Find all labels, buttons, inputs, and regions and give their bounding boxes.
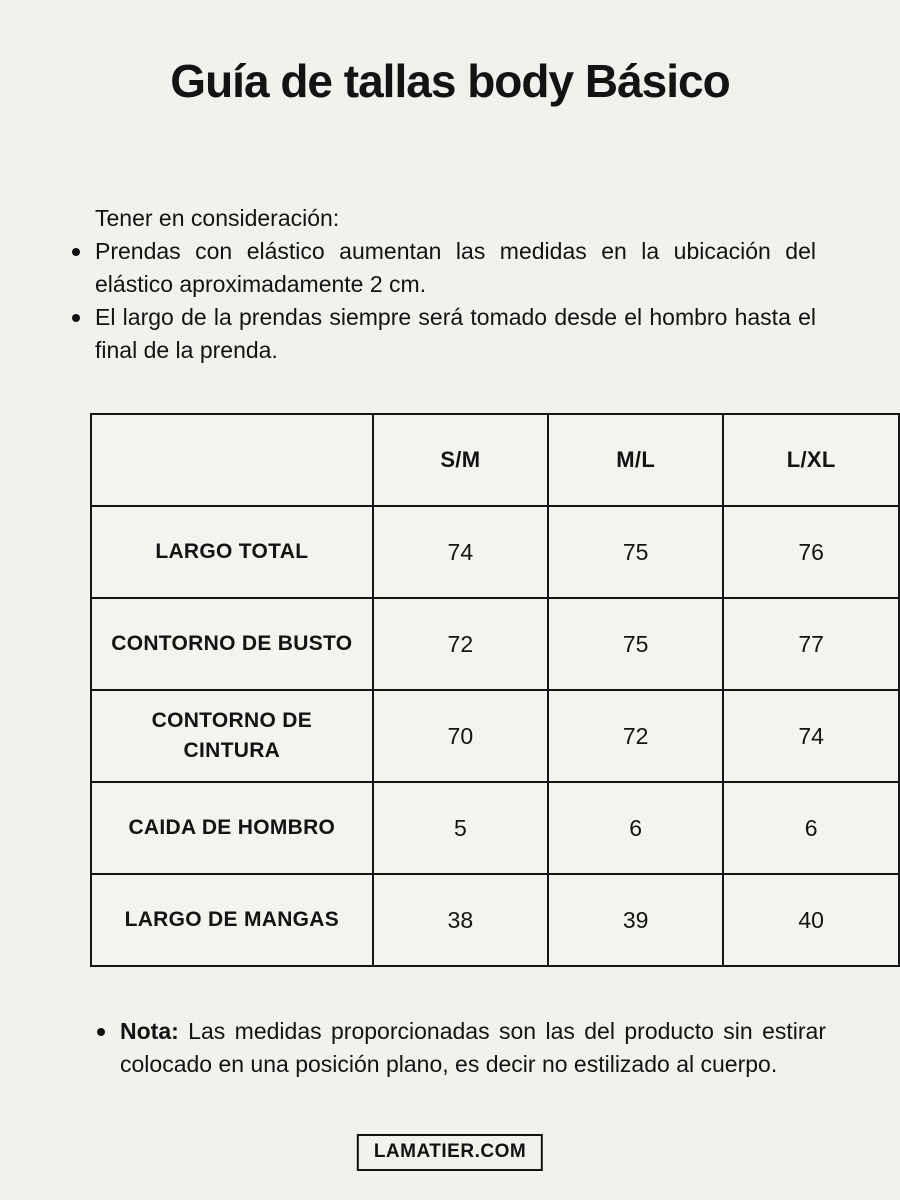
measurement-value: 74 [723, 690, 899, 782]
measurement-value: 70 [373, 690, 548, 782]
measurement-label: LARGO DE MANGAS [91, 874, 373, 966]
size-column-header: S/M [373, 414, 548, 506]
measurement-value: 40 [723, 874, 899, 966]
measurement-value: 72 [548, 690, 723, 782]
measurement-value: 6 [548, 782, 723, 874]
table-row [91, 782, 899, 874]
size-table [90, 413, 900, 967]
measurement-value: 77 [723, 598, 899, 690]
bullet-dot-icon [72, 248, 80, 256]
consideration-bullet-text: El largo de la prendas siempre será tomado desde el hombro hasta el final de la prenda. [95, 304, 816, 363]
note-text [120, 1015, 826, 1081]
size-table-corner-cell [91, 414, 373, 506]
measurement-label: CONTORNO DE BUSTO [91, 598, 373, 690]
measurement-value: 39 [548, 874, 723, 966]
measurement-label: CONTORNO DE CINTURA [91, 690, 373, 782]
measurement-value: 74 [373, 506, 548, 598]
table-row [91, 690, 899, 782]
note-section [97, 1015, 826, 1081]
considerations-section [72, 202, 816, 367]
measurement-value: 6 [723, 782, 899, 874]
bullet-dot-icon [97, 1028, 105, 1036]
brand-badge: LAMATIER.COM [357, 1134, 543, 1171]
consideration-bullet-item [72, 301, 816, 367]
consideration-bullet-item [72, 235, 816, 301]
page-title: Guía de tallas body Básico [170, 55, 730, 107]
measurement-value: 38 [373, 874, 548, 966]
size-table-header-row [91, 414, 899, 506]
measurement-label: CAIDA DE HOMBRO [91, 782, 373, 874]
measurement-label: LARGO TOTAL [91, 506, 373, 598]
size-column-header: L/XL [723, 414, 899, 506]
table-row [91, 874, 899, 966]
measurement-value: 72 [373, 598, 548, 690]
size-column-header: M/L [548, 414, 723, 506]
considerations-heading: Tener en consideración: [95, 205, 340, 231]
bullet-dot-icon [72, 314, 80, 322]
measurement-value: 5 [373, 782, 548, 874]
measurement-value: 75 [548, 598, 723, 690]
table-row [91, 598, 899, 690]
note-body: Las medidas proporcionadas son las del producto sin estirar colocado en una posición plano, es decir no estilizado al cuerpo. [120, 1018, 826, 1077]
measurement-value: 75 [548, 506, 723, 598]
table-row [91, 506, 899, 598]
consideration-bullet-text: Prendas con elástico aumentan las medidas en la ubicación del elástico aproximadamente 2 cm. [95, 238, 816, 297]
measurement-value: 76 [723, 506, 899, 598]
note-label: Nota: [120, 1018, 179, 1044]
